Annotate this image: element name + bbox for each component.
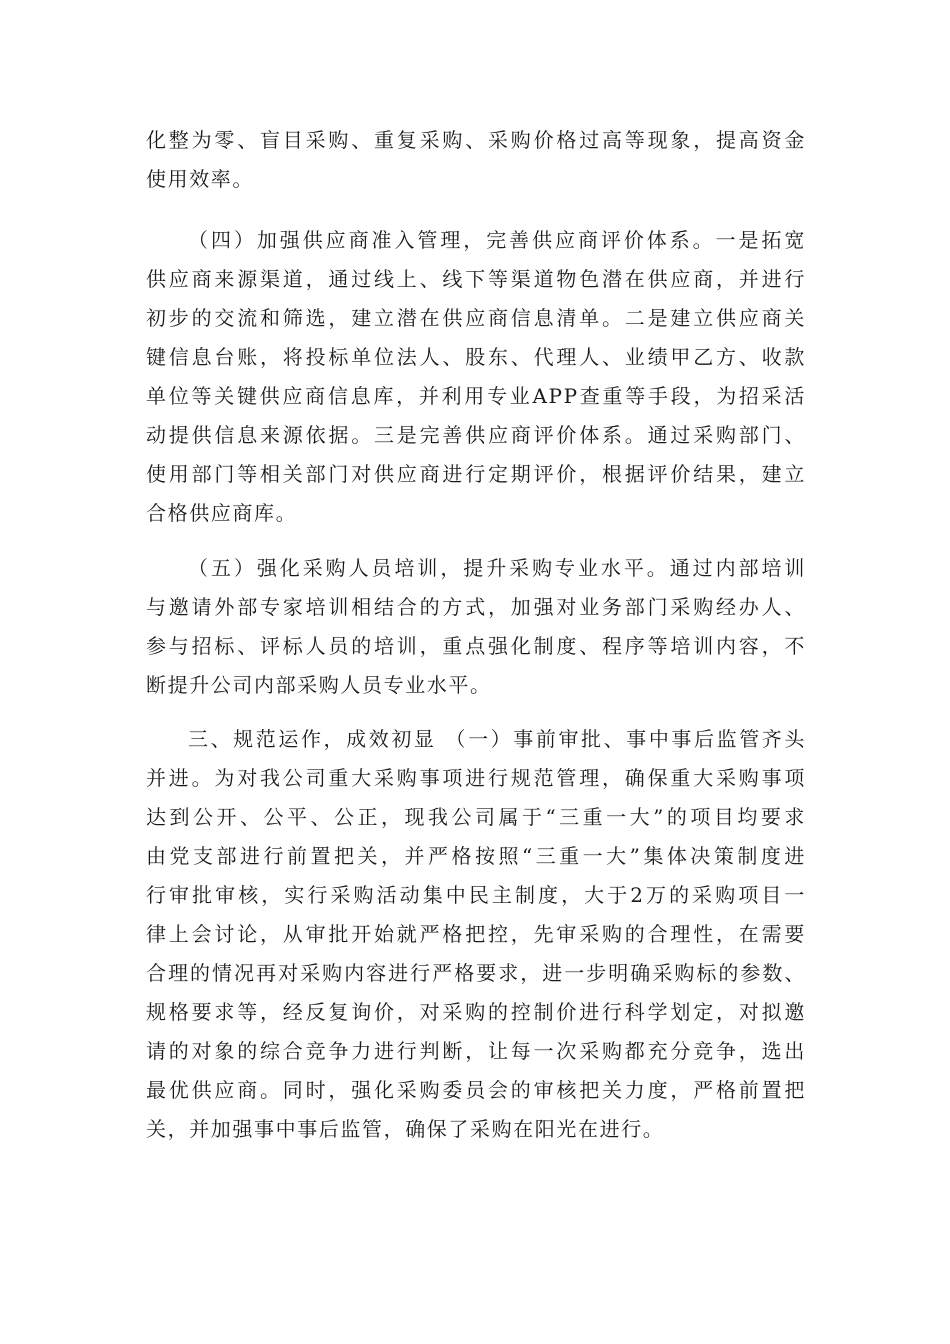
text-line: 规格要求等，经反复询价，对采购的控制价进行科学划定，对拟邀 — [146, 1000, 806, 1024]
text-line: 单位等关键供应商信息库，并利用专业APP查重等手段，为招采活 — [146, 384, 806, 408]
text-line: 初步的交流和筛选，建立潜在供应商信息清单。二是建立供应商关 — [146, 306, 806, 330]
text-line: 律上会讨论，从审批开始就严格把控，先审采购的合理性，在需要 — [146, 922, 806, 946]
text-line: 关，并加强事中事后监管，确保了采购在阳光在进行。 — [146, 1117, 665, 1141]
text-line: 最优供应商。同时，强化采购委员会的审核把关力度，严格前置把 — [146, 1078, 806, 1102]
paragraph-section-four — [146, 221, 806, 533]
paragraph-continuation — [146, 121, 806, 199]
text-line: 键信息台账，将投标单位法人、股东、代理人、业绩甲乙方、收款 — [146, 345, 806, 369]
text-line: （五）强化采购人员培训，提升采购专业水平。通过内部培训 — [188, 556, 806, 580]
text-line: 达到公开、公平、公正，现我公司属于“三重一大”的项目均要求 — [146, 805, 806, 829]
text-line: 并进。为对我公司重大采购事项进行规范管理，确保重大采购事项 — [146, 766, 806, 790]
text-line: 供应商来源渠道，通过线上、线下等渠道物色潜在供应商，并进行 — [146, 267, 806, 291]
text-line: 请的对象的综合竞争力进行判断，让每一次采购都充分竞争，选出 — [146, 1039, 806, 1063]
paragraph-part-three — [146, 720, 806, 1149]
text-line: 行审批审核，实行采购活动集中民主制度，大于2万的采购项目一 — [146, 883, 806, 907]
text-line: 使用效率。 — [146, 167, 254, 191]
text-line: 断提升公司内部采购人员专业水平。 — [146, 673, 492, 697]
text-line: （四）加强供应商准入管理，完善供应商评价体系。一是拓宽 — [188, 228, 806, 252]
text-line: 三、规范运作，成效初显 （一）事前审批、事中事后监管齐头 — [188, 727, 806, 751]
text-line: 化整为零、盲目采购、重复采购、采购价格过高等现象，提高资金 — [146, 128, 806, 152]
text-line: 参与招标、评标人员的培训，重点强化制度、程序等培训内容，不 — [146, 634, 806, 658]
text-line: 使用部门等相关部门对供应商进行定期评价，根据评价结果，建立 — [146, 462, 806, 486]
text-line: 与邀请外部专家培训相结合的方式，加强对业务部门采购经办人、 — [146, 595, 806, 619]
text-line: 动提供信息来源依据。三是完善供应商评价体系。通过采购部门、 — [146, 423, 806, 447]
text-line: 合格供应商库。 — [146, 501, 298, 525]
text-line: 由党支部进行前置把关，并严格按照“三重一大”集体决策制度进 — [146, 844, 806, 868]
text-line: 合理的情况再对采购内容进行严格要求，进一步明确采购标的参数、 — [146, 961, 806, 985]
paragraph-section-five — [146, 549, 806, 705]
